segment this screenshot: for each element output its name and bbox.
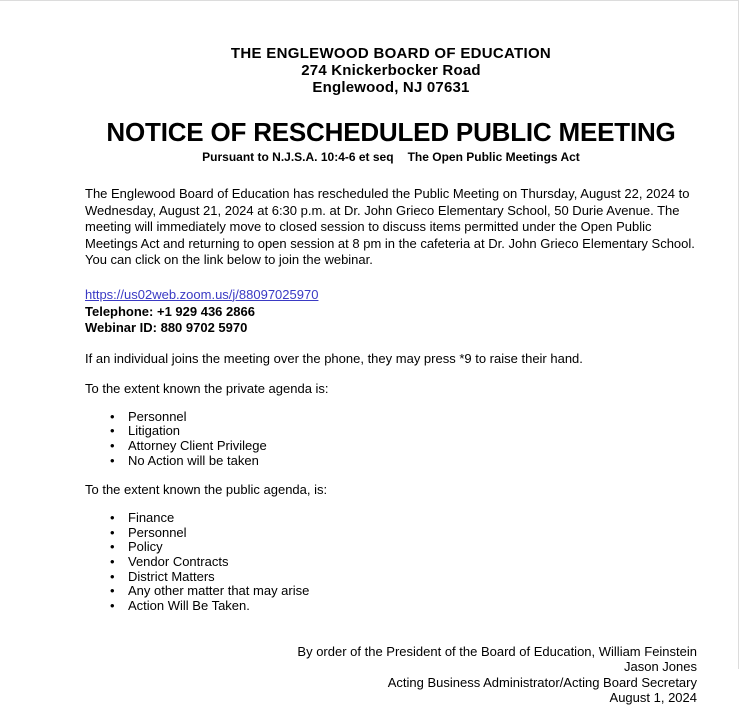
list-item: [85, 584, 697, 599]
city-state-zip: Englewood, NJ 07631: [312, 79, 470, 96]
signatory-role: Acting Business Administrator/Acting Board Secretary: [387, 674, 697, 690]
bullet-icon: •: [110, 524, 115, 540]
statute-subtitle: [85, 150, 697, 164]
signatory-name: Jason Jones: [624, 659, 697, 675]
act-name: The Open Public Meetings Act: [407, 150, 580, 164]
list-item-label: No Action will be taken: [128, 452, 259, 468]
list-item: [85, 410, 697, 425]
bullet-icon: •: [110, 408, 115, 424]
list-item-label: District Matters: [128, 568, 215, 584]
public-agenda-list: [85, 511, 697, 614]
spacer: [85, 337, 697, 351]
list-item-label: Attorney Client Privilege: [128, 437, 267, 453]
letterhead: [85, 1, 697, 96]
list-item-label: Any other matter that may arise: [128, 583, 310, 599]
private-agenda-list: [85, 410, 697, 469]
bullet-icon: •: [110, 553, 115, 569]
list-item: [85, 555, 697, 570]
spacer: [85, 367, 697, 381]
list-item-label: Finance: [128, 509, 175, 525]
list-item-label: Litigation: [128, 423, 181, 439]
list-item: [85, 454, 697, 469]
phone-instruction: If an individual joins the meeting over the phone, they may press *9 to raise their hand.: [85, 350, 583, 366]
bullet-icon: •: [110, 423, 115, 439]
bullet-icon: •: [110, 568, 115, 584]
list-item: [85, 599, 697, 614]
telephone-line: Telephone: +1 929 436 2866: [85, 303, 255, 319]
list-item: [85, 439, 697, 454]
organization-name: THE ENGLEWOOD BOARD OF EDUCATION: [230, 45, 552, 62]
statute-citation: Pursuant to N.J.S.A. 10:4-6 et seq: [202, 150, 394, 164]
list-item: [85, 540, 697, 555]
list-item: [85, 526, 697, 541]
webinar-url-line: [85, 286, 697, 304]
webinar-link[interactable]: https://us02web.zoom.us/j/88097025970: [85, 286, 319, 302]
bullet-icon: •: [110, 539, 115, 555]
public-agenda-lead: To the extent known the public agenda, is:: [85, 482, 328, 498]
bullet-icon: •: [110, 452, 115, 468]
private-agenda-lead: To the extent known the private agenda is:: [85, 381, 329, 396]
list-item-label: Vendor Contracts: [128, 553, 229, 569]
page-title: NOTICE OF RESCHEDULED PUBLIC MEETING: [106, 117, 676, 147]
webinar-details: [85, 286, 697, 337]
bullet-icon: •: [110, 437, 115, 453]
main-paragraph: The Englewood Board of Education has rescheduled the Public Meeting on Thursday, August 22, 2024 to Wednesday, August 21, 2024 at 6:30 p.m. at Dr. John Grieco Elementary School, 50 Durie Avenue. The meeting will immediately move to closed session to discuss items permitted under the Open Public Meetings Act and returning to open session at 8 pm in the cafeteria at Dr. John Grieco Elementary School. You can click on the link below to join the webinar.: [85, 186, 695, 267]
bullet-icon: •: [110, 583, 115, 599]
spacer: [85, 269, 697, 286]
webinar-id-line: Webinar ID: 880 9702 5970: [85, 320, 248, 335]
bullet-icon: •: [110, 509, 115, 525]
list-item-label: Action Will Be Taken.: [128, 598, 250, 614]
signature-block: [85, 644, 697, 706]
list-item: [85, 570, 697, 585]
list-item: [85, 424, 697, 439]
by-order-line: By order of the President of the Board of Education, William Feinstein: [297, 643, 697, 659]
bullet-icon: •: [110, 598, 115, 614]
title-block: [85, 118, 697, 164]
spacer: [85, 468, 697, 482]
list-item-label: Personnel: [128, 408, 187, 424]
list-item-label: Personnel: [128, 524, 187, 540]
street-address: 274 Knickerbocker Road: [301, 62, 481, 79]
document-content: [85, 1, 697, 706]
signature-date: August 1, 2024: [609, 690, 697, 706]
list-item-label: Policy: [128, 539, 163, 555]
list-item: [85, 511, 697, 526]
